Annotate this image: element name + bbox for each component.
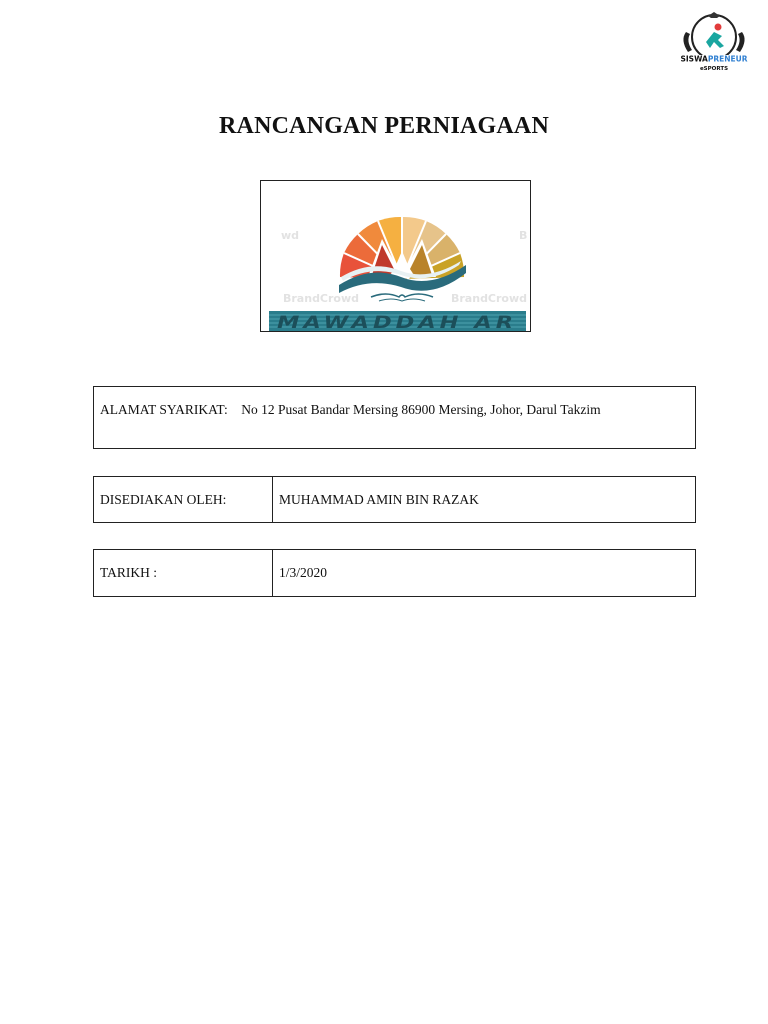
company-logo-frame [260, 180, 531, 332]
address-label: ALAMAT SYARIKAT: [100, 402, 228, 417]
address-value: No 12 Pusat Bandar Mersing 86900 Mersing, Johor, Darul Takzim [241, 402, 601, 417]
mawaddah-ar-logo [261, 181, 531, 332]
document-title: RANCANGAN PERNIAGAAN [219, 113, 549, 139]
svg-text:BrandCrowd: BrandCrowd [283, 292, 360, 305]
svg-text:B: B [519, 229, 528, 242]
svg-text:wd: wd [281, 229, 300, 242]
siswapreneur-logo [676, 10, 752, 76]
svg-text:BrandCrowd: BrandCrowd [451, 292, 528, 305]
svg-text:eSPORTS: eSPORTS [699, 66, 729, 72]
date-row [93, 549, 696, 597]
prepared-by-value: MUHAMMAD AMIN BIN RAZAK [279, 491, 479, 507]
svg-text:SISWAPRENEUR: SISWAPRENEUR [680, 54, 748, 64]
prepared-by-row [93, 476, 696, 523]
prepared-by-label: DISEDIAKAN OLEH: [94, 477, 273, 522]
date-label: TARIKH : [94, 550, 273, 596]
svg-text:MAWADDAH AR: MAWADDAH AR [277, 313, 517, 332]
company-address-box [93, 386, 696, 449]
date-value: 1/3/2020 [279, 565, 328, 580]
